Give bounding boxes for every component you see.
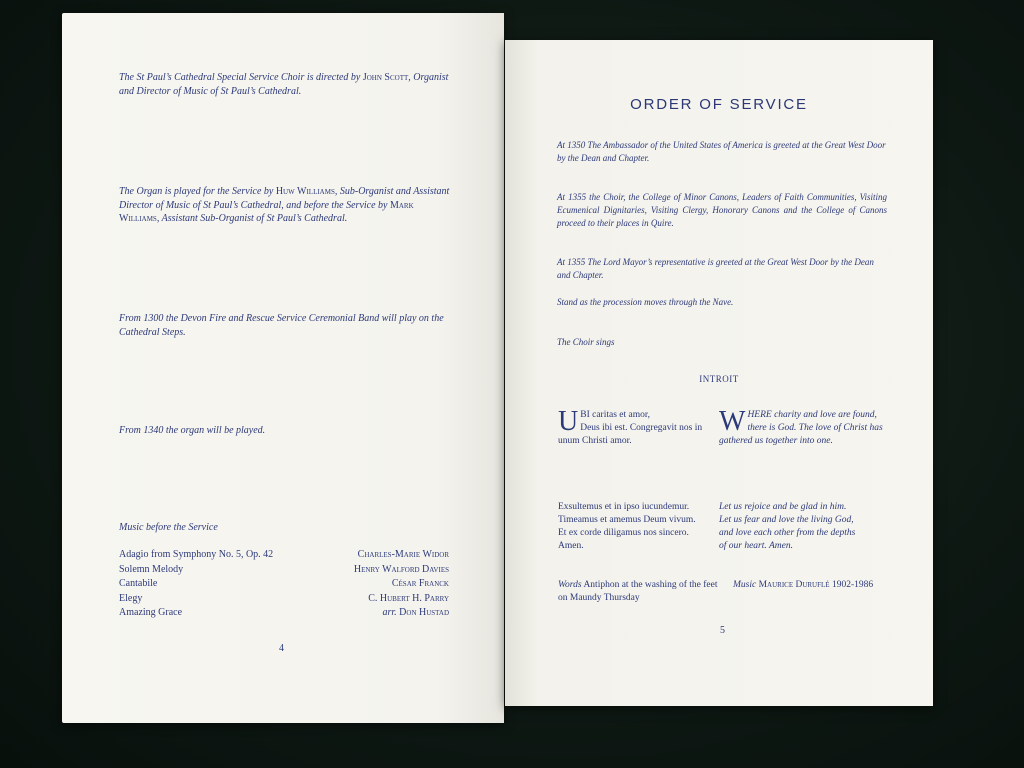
booklet-page-left: [62, 13, 504, 723]
latin-line: Exsultemus et in ipso iucundemur.: [558, 502, 690, 512]
arranger-name: Don Hustad: [399, 607, 449, 618]
band-note: From 1300 the Devon Fire and Rescue Service Ceremonial Band will play on the Cathedral Steps.: [119, 313, 444, 338]
introit-latin-verse-1: [558, 406, 708, 448]
english-line: Let us fear and love the living God,: [719, 515, 854, 525]
music-piece: Elegy: [119, 592, 143, 604]
words-text: Antiphon at the washing of the feet on Maundy Thursday: [558, 580, 718, 603]
music-piece: Cantabile: [119, 578, 158, 589]
music-row: [119, 577, 449, 592]
introit-heading: INTROIT: [699, 374, 739, 384]
words-label: Words: [558, 580, 582, 590]
service-item-1350: At 1350 The Ambassador of the United States of America is greeted at the Great West Door by the Dean and Chapter.: [557, 140, 886, 163]
music-piece: Solemn Melody: [119, 563, 184, 575]
english-line: and love each other from the depths: [719, 528, 856, 538]
music-row: [119, 592, 449, 607]
drop-cap: W: [719, 406, 746, 437]
music-piece: Amazing Grace: [119, 607, 183, 618]
latin-rest: Deus ibi est. Congregavit nos in unum Christi amor.: [558, 423, 703, 446]
music-row: [119, 606, 449, 621]
organist-note: [119, 185, 454, 226]
service-item-1355-lord-mayor: At 1355 The Lord Mayor’s representative is greeted at the Great West Door by the Dean and Chapter.: [557, 257, 874, 280]
music-before-service-heading: Music before the Service: [119, 522, 218, 533]
music-composer: C. Hubert H. Parry: [368, 592, 449, 604]
music-composer: [382, 606, 449, 621]
music-list: [119, 548, 449, 621]
music-row: [119, 548, 449, 563]
page-number-right: 5: [720, 625, 725, 636]
stand-instruction: Stand as the procession moves through the Nave.: [557, 297, 734, 307]
music-label: Music: [733, 580, 757, 590]
organ-note-middle: , Sub-Organist and Assistant Director of Music of St Paul’s Cathedral, and before the Service by: [119, 186, 450, 211]
organ-note-end: , Assistant Sub-Organist of St Paul’s Cathedral.: [156, 213, 348, 224]
page-number-left: 4: [279, 643, 284, 654]
arranger-prefix: arr.: [382, 607, 400, 618]
words-credit: [558, 579, 718, 605]
director-name: John Scott: [362, 72, 409, 83]
service-item-1355-procession: At 1355 the Choir, the College of Minor Canons, Leaders of Faith Communities, Visiting Ecumenical Dignitaries, Visiting Clergy, Honorary Canons and the College of Canons proceed to their places in Quire.: [557, 192, 887, 228]
latin-line: Amen.: [558, 541, 584, 551]
latin-line: Timeamus et amemus Deum vivum.: [558, 515, 696, 525]
music-composer: Charles-Marie Widor: [357, 549, 449, 560]
choir-note-text-end: , Organist and Director of Music of St Paul’s Cathedral.: [119, 72, 449, 97]
organ-1340-note: From 1340 the organ will be played.: [119, 425, 266, 436]
english-line: Let us rejoice and be glad in him.: [719, 502, 847, 512]
order-of-service-title: ORDER OF SERVICE: [630, 96, 808, 113]
music-composer: Henry Walford Davies: [353, 563, 449, 575]
choir-note-text: The St Paul’s Cathedral Special Service Choir is directed by: [119, 72, 363, 83]
english-line: of our heart. Amen.: [719, 541, 793, 551]
english-rest: there is God. The love of Christ has gathered us together into one.: [719, 423, 883, 446]
organ-note-text: The Organ is played for the Service by: [119, 186, 276, 197]
choir-sings-note: The Choir sings: [557, 337, 615, 347]
music-composer-dates: 1902-1986: [829, 580, 874, 590]
drop-cap: U: [558, 406, 579, 437]
introit-latin-verse-2: [558, 501, 718, 553]
english-first-line: HERE charity and love are found,: [747, 410, 877, 420]
latin-first-line: BI caritas et amor,: [580, 410, 651, 420]
music-piece: Adagio from Symphony No. 5, Op. 42: [119, 549, 274, 560]
assistant-organist-name: Mark Williams: [119, 199, 414, 224]
organist-name: Huw Williams: [275, 186, 335, 197]
introit-english-verse-2: [719, 501, 894, 553]
music-credit: [733, 579, 903, 592]
booklet-page-right: [505, 40, 933, 706]
music-composer: César Franck: [391, 578, 449, 589]
introit-english-verse-1: [719, 406, 889, 448]
latin-line: Et ex corde diligamus nos sincero.: [558, 528, 689, 538]
choir-director-note: [119, 71, 454, 98]
music-composer-name: Maurice Duruflé: [756, 580, 830, 590]
music-row: [119, 563, 449, 578]
